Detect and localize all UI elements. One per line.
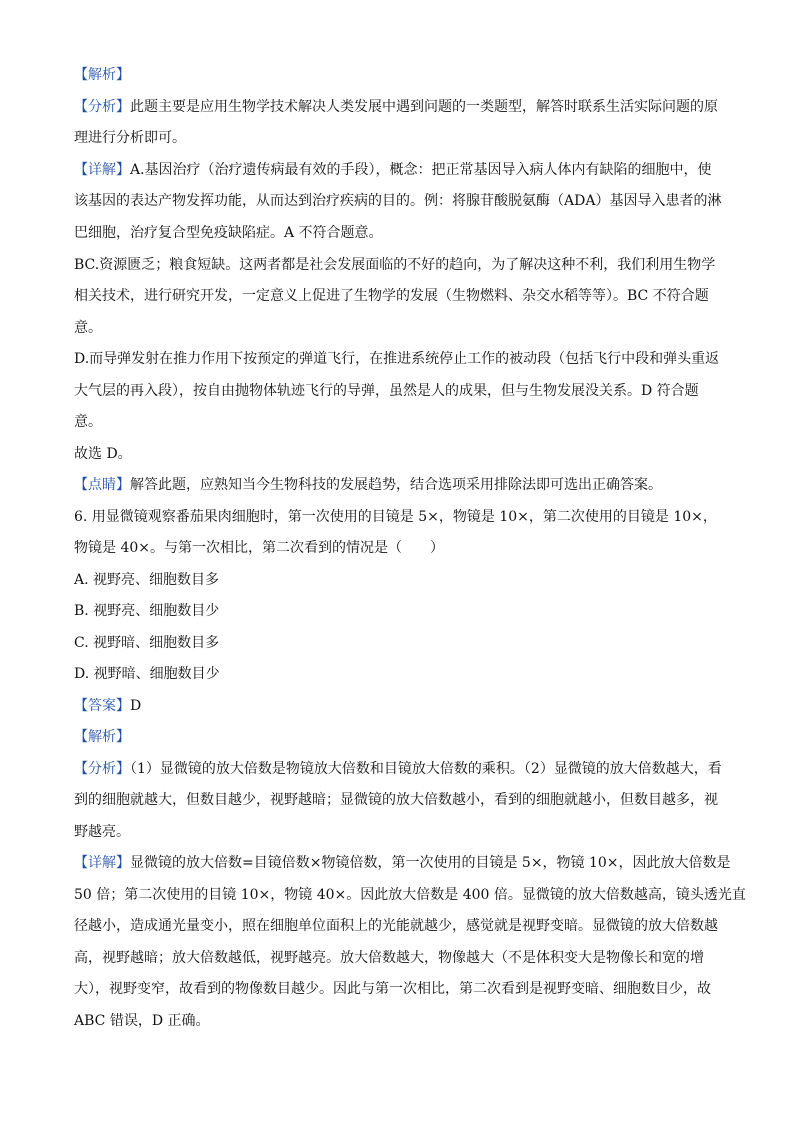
analysis-line — [74, 129, 186, 147]
xiangjie-tag: 【详解】 — [74, 855, 130, 871]
xiangjie-tag: 【详解】 — [74, 162, 130, 178]
detail-text: D.而导弹发射在推力作用下按预定的弹道飞行，在推进系统停止工作的被动段（包括飞行中段和弹头重返 — [74, 351, 720, 367]
daan-tag: 【答案】 — [74, 698, 130, 714]
analysis-line — [74, 760, 722, 778]
option-a — [74, 571, 219, 589]
detail-line — [74, 319, 102, 337]
answer-line — [74, 697, 141, 715]
detail-line — [74, 192, 721, 210]
detail-line — [74, 350, 719, 368]
detail-line — [74, 1012, 210, 1030]
detail-line — [74, 287, 709, 305]
detail-text: 巴细胞，治疗复合型免疫缺陷症。A 不符合题意。 — [74, 225, 383, 241]
detail-line — [74, 949, 704, 967]
question-stem-line — [74, 508, 717, 526]
detail-text: BC.资源匮乏；粮食短缺。这两者都是社会发展面临的不好的趋向，为了解决这种不利，我们利用生物学 — [74, 257, 716, 273]
detail-text: 高，视野越暗；放大倍数越低，视野越亮。放大倍数越大，物像越大（不是体积变大是物像长和宽的增 — [74, 950, 704, 966]
detail-text: 显微镜的放大倍数=目镜倍数×物镜倍数，第一次使用的目镜是 5×，物镜 10×，因此放大倍数是 — [130, 855, 731, 871]
detail-text: A.基因治疗（治疗遗传病最有效的手段），概念：把正常基因导入病人体内有缺陷的细胞中，使 — [130, 162, 712, 178]
detail-text: 径越小，造成通光量变小，照在细胞单位面积上的光能就越少，感觉就是视野变暗。显微镜的放大倍数越 — [74, 918, 718, 934]
detail-line — [74, 886, 746, 904]
option-d — [74, 665, 220, 683]
question-text: 6. 用显微镜观察番茄果肉细胞时，第一次使用的目镜是 5×，物镜是 10×，第二次使用的目镜是 10×， — [74, 509, 717, 525]
answer-text: D — [130, 698, 142, 714]
analysis-line — [74, 791, 718, 809]
detail-text: 意。 — [74, 414, 102, 430]
detail-line — [74, 854, 731, 872]
tip-line — [74, 476, 662, 494]
detail-text: 相关技术，进行研究开发，一定意义上促进了生物学的发展（生物燃料、杂交水稻等等）。BC 不符合题 — [74, 288, 709, 304]
detail-text: 该基因的表达产物发挥功能，从而达到治疗疾病的目的。例：将腺苷酸脱氨酶（ADA）基因导入患者的淋 — [74, 193, 722, 209]
detail-text: 故选 D。 — [74, 446, 132, 462]
option-text: B. 视野亮、细胞数目少 — [74, 603, 220, 619]
analysis-text: 此题主要是应用生物学技术解决人类发展中遇到问题的一类题型，解答时联系生活实际问题的原 — [130, 99, 718, 115]
question-text: 物镜是 40×。与第一次相比，第二次看到的情况是（ ） — [74, 540, 444, 556]
option-text: A. 视野亮、细胞数目多 — [74, 572, 220, 588]
detail-text: ABC 错误，D 正确。 — [74, 1013, 210, 1029]
jiexi-tag: 【解析】 — [74, 67, 130, 83]
analysis-text: 到的细胞就越大，但数目越少，视野越暗；显微镜的放大倍数越小，看到的细胞就越小，但数目越多，视 — [74, 792, 718, 808]
question-stem-line — [74, 539, 444, 557]
detail-line — [74, 161, 712, 179]
jiexi-tag: 【解析】 — [74, 729, 130, 745]
detail-line — [74, 917, 718, 935]
analysis-text: 野越亮。 — [74, 824, 130, 840]
option-text: C. 视野暗、细胞数目多 — [74, 635, 220, 651]
detail-line — [74, 980, 711, 998]
fenxi-tag: 【分析】 — [74, 99, 130, 115]
detail-line — [74, 445, 132, 463]
detail-line — [74, 224, 383, 242]
analysis-text: （1）显微镜的放大倍数是物镜放大倍数和目镜放大倍数的乘积。（2）显微镜的放大倍数越大，看 — [130, 761, 722, 777]
detail-text: 大），视野变窄，故看到的物像数目越少。因此与第一次相比，第二次看到是视野变暗、细胞数目少，故 — [74, 981, 711, 997]
tip-text: 解答此题，应熟知当今生物科技的发展趋势，结合选项采用排除法即可选出正确答案。 — [130, 477, 662, 493]
dianjing-tag: 【点睛】 — [74, 477, 130, 493]
option-b — [74, 602, 219, 620]
detail-text: 大气层的再入段），按自由抛物体轨迹飞行的导弹，虽然是人的成果，但与生物发展没关系。D 符合题 — [74, 383, 699, 399]
option-c — [74, 634, 219, 652]
option-text: D. 视野暗、细胞数目少 — [74, 666, 220, 682]
detail-line — [74, 382, 699, 400]
detail-text: 意。 — [74, 320, 102, 336]
section-heading-jiexi — [74, 728, 130, 746]
analysis-line — [74, 98, 718, 116]
detail-line — [74, 256, 715, 274]
detail-line — [74, 413, 102, 431]
fenxi-tag: 【分析】 — [74, 761, 130, 777]
analysis-text: 理进行分析即可。 — [74, 130, 186, 146]
section-heading-jiexi — [74, 66, 130, 84]
detail-text: 50 倍；第二次使用的目镜 10×，物镜 40×。因此放大倍数是 400 倍。显微镜的放大倍数越高，镜头透光直 — [74, 887, 746, 903]
analysis-line — [74, 823, 130, 841]
